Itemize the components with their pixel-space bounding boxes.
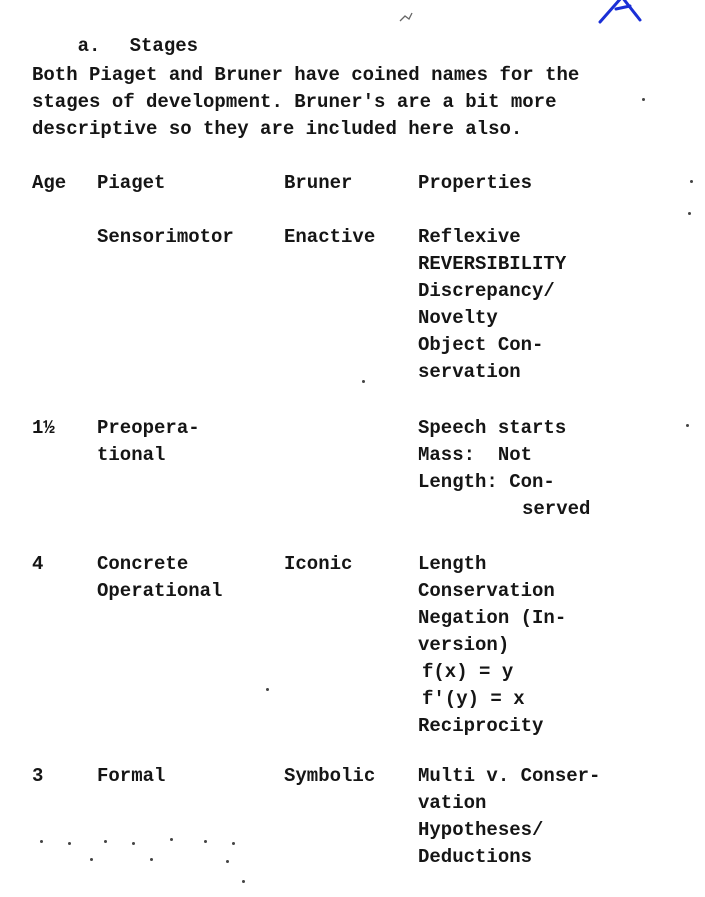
property-line: served bbox=[522, 498, 591, 520]
property-line: vation bbox=[418, 792, 487, 814]
property-line: f'(y) = x bbox=[422, 688, 525, 710]
scan-speck bbox=[232, 842, 235, 845]
scan-speck bbox=[266, 688, 269, 691]
row-properties bbox=[418, 224, 678, 386]
handwritten-mark-icon bbox=[588, 0, 666, 28]
section-title: Stages bbox=[129, 35, 199, 57]
scan-speck bbox=[90, 858, 93, 861]
scan-speck bbox=[204, 840, 207, 843]
row-age: 3 bbox=[32, 765, 44, 787]
section-letter: a. bbox=[77, 35, 101, 57]
piaget-line: Preopera- bbox=[97, 417, 200, 439]
property-line: REVERSIBILITY bbox=[418, 253, 567, 275]
row-properties bbox=[418, 763, 678, 871]
scan-speck bbox=[68, 842, 71, 845]
piaget-line: Concrete bbox=[97, 553, 189, 575]
property-line: Mass: Not bbox=[418, 444, 533, 466]
table-row bbox=[32, 224, 692, 389]
property-line: Conservation bbox=[418, 580, 555, 602]
row-properties bbox=[418, 415, 678, 523]
property-line: Length bbox=[418, 553, 487, 575]
row-age: 4 bbox=[32, 553, 44, 575]
row-bruner: Enactive bbox=[284, 226, 376, 248]
header-bruner: Bruner bbox=[284, 172, 353, 194]
intro-line: Both Piaget and Bruner have coined names for the bbox=[32, 64, 580, 86]
scan-speck bbox=[40, 840, 43, 843]
table-header bbox=[32, 170, 692, 197]
property-line: Speech starts bbox=[418, 417, 567, 439]
property-line: Deductions bbox=[418, 846, 533, 868]
property-line: Novelty bbox=[418, 307, 498, 329]
row-bruner: Symbolic bbox=[284, 765, 376, 787]
piaget-line: Formal bbox=[97, 765, 166, 787]
property-line: Reflexive bbox=[418, 226, 521, 248]
property-line: Negation (In- bbox=[418, 607, 567, 629]
scan-speck bbox=[104, 840, 107, 843]
intro-line: stages of development. Bruner's are a bit more bbox=[32, 91, 557, 113]
table-row bbox=[32, 551, 692, 741]
table-row bbox=[32, 415, 692, 525]
header-age: Age bbox=[32, 172, 67, 194]
property-line: Discrepancy/ bbox=[418, 280, 555, 302]
scan-speck bbox=[242, 880, 245, 883]
header-piaget: Piaget bbox=[97, 172, 166, 194]
property-line: version) bbox=[418, 634, 510, 656]
property-line: Object Con- bbox=[418, 334, 544, 356]
row-bruner: Iconic bbox=[284, 553, 353, 575]
scan-speck bbox=[642, 98, 645, 101]
property-line: f(x) = y bbox=[422, 661, 514, 683]
scan-speck bbox=[362, 380, 365, 383]
scan-speck bbox=[690, 180, 693, 183]
row-age: 1½ bbox=[32, 417, 55, 439]
table-row bbox=[32, 763, 692, 873]
scan-speck bbox=[226, 860, 229, 863]
scan-speck bbox=[686, 424, 689, 427]
scan-speck bbox=[132, 842, 135, 845]
row-piaget bbox=[97, 415, 282, 469]
row-properties bbox=[418, 551, 678, 740]
piaget-line: tional bbox=[97, 444, 166, 466]
header-properties: Properties bbox=[418, 172, 533, 194]
intro-paragraph bbox=[32, 62, 692, 143]
piaget-line: Sensorimotor bbox=[97, 226, 234, 248]
property-line: Length: Con- bbox=[418, 471, 555, 493]
ink-blot-icon bbox=[397, 8, 415, 26]
intro-line: descriptive so they are included here also. bbox=[32, 118, 523, 140]
piaget-line: Operational bbox=[97, 580, 223, 602]
row-piaget bbox=[97, 763, 282, 790]
property-line: Multi v. Conser- bbox=[418, 765, 601, 787]
scan-speck bbox=[150, 858, 153, 861]
property-line: Reciprocity bbox=[418, 715, 544, 737]
scan-speck bbox=[688, 212, 691, 215]
scan-speck bbox=[170, 838, 173, 841]
property-line: servation bbox=[418, 361, 521, 383]
row-piaget bbox=[97, 224, 282, 251]
property-line: Hypotheses/ bbox=[418, 819, 544, 841]
row-piaget bbox=[97, 551, 282, 605]
